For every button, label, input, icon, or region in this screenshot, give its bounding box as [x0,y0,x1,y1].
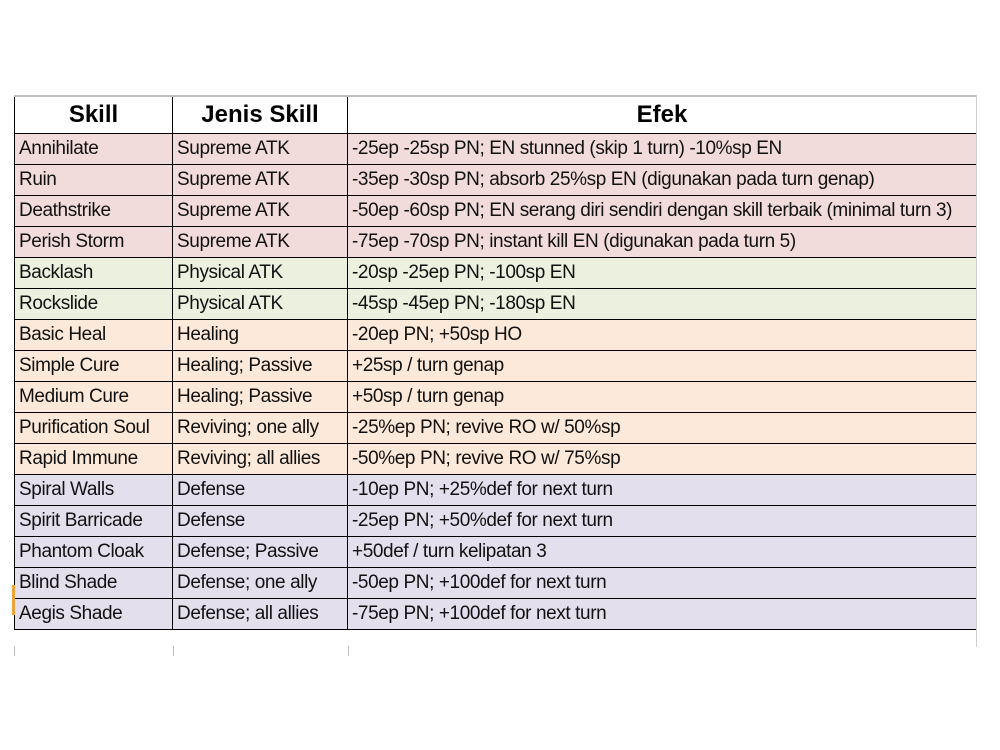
cell-efek[interactable]: -25ep PN; +50%def for next turn [348,506,977,537]
table-row [15,444,977,475]
empty-row-gridlines [14,646,976,656]
adjacent-empty-column [976,95,991,647]
cell-efek[interactable]: +25sp / turn genap [348,351,977,382]
cell-efek[interactable]: -50%ep PN; revive RO w/ 75%sp [348,444,977,475]
header-efek[interactable]: Efek [348,96,977,134]
cell-skill[interactable]: Backlash [15,258,173,289]
cell-jenis-skill[interactable]: Healing; Passive [173,382,348,413]
cell-skill[interactable]: Simple Cure [15,351,173,382]
cell-jenis-skill[interactable]: Defense; one ally [173,568,348,599]
table-row [15,506,977,537]
cell-jenis-skill[interactable]: Defense [173,506,348,537]
table-row [15,413,977,444]
cell-skill[interactable]: Spirit Barricade [15,506,173,537]
cell-efek[interactable]: +50def / turn kelipatan 3 [348,537,977,568]
cell-skill[interactable]: Medium Cure [15,382,173,413]
table-row [15,165,977,196]
cell-skill[interactable]: Aegis Shade [15,599,173,630]
cell-efek[interactable]: -50ep PN; +100def for next turn [348,568,977,599]
header-row [15,96,977,134]
cell-jenis-skill[interactable]: Supreme ATK [173,227,348,258]
cell-jenis-skill[interactable]: Physical ATK [173,258,348,289]
cell-efek[interactable]: +50sp / turn genap [348,382,977,413]
header-jenis-skill[interactable]: Jenis Skill [173,96,348,134]
cell-skill[interactable]: Rockslide [15,289,173,320]
cell-jenis-skill[interactable]: Defense; Passive [173,537,348,568]
cell-efek[interactable]: -75ep -70sp PN; instant kill EN (digunakan pada turn 5) [348,227,977,258]
cell-skill[interactable]: Purification Soul [15,413,173,444]
cell-jenis-skill[interactable]: Supreme ATK [173,165,348,196]
cell-skill[interactable]: Basic Heal [15,320,173,351]
table-row [15,351,977,382]
cell-skill[interactable]: Spiral Walls [15,475,173,506]
table-row [15,289,977,320]
cell-skill[interactable]: Blind Shade [15,568,173,599]
cell-skill[interactable]: Annihilate [15,134,173,165]
table-row [15,196,977,227]
table-row [15,537,977,568]
cell-jenis-skill[interactable]: Defense [173,475,348,506]
cell-efek[interactable]: -20ep PN; +50sp HO [348,320,977,351]
cell-skill[interactable]: Deathstrike [15,196,173,227]
cell-skill[interactable]: Perish Storm [15,227,173,258]
cell-jenis-skill[interactable]: Healing; Passive [173,351,348,382]
gridline [173,646,174,656]
cell-skill[interactable]: Ruin [15,165,173,196]
cell-skill[interactable]: Phantom Cloak [15,537,173,568]
cell-efek[interactable]: -25ep -25sp PN; EN stunned (skip 1 turn) -10%sp EN [348,134,977,165]
cell-efek[interactable]: -35ep -30sp PN; absorb 25%sp EN (digunakan pada turn genap) [348,165,977,196]
cell-efek[interactable]: -10ep PN; +25%def for next turn [348,475,977,506]
table-row [15,599,977,630]
table-row [15,258,977,289]
cell-efek[interactable]: -45sp -45ep PN; -180sp EN [348,289,977,320]
cell-efek[interactable]: -50ep -60sp PN; EN serang diri sendiri dengan skill terbaik (minimal turn 3) [348,196,977,227]
table-row [15,568,977,599]
table-body [15,134,977,630]
cell-jenis-skill[interactable]: Supreme ATK [173,134,348,165]
row-selection-marker [12,585,15,615]
table-row [15,320,977,351]
cell-jenis-skill[interactable]: Reviving; one ally [173,413,348,444]
table-row [15,382,977,413]
cell-skill[interactable]: Rapid Immune [15,444,173,475]
spreadsheet-region [14,95,990,657]
table-row [15,134,977,165]
cell-efek[interactable]: -25%ep PN; revive RO w/ 50%sp [348,413,977,444]
table-row [15,475,977,506]
cell-efek[interactable]: -20sp -25ep PN; -100sp EN [348,258,977,289]
gridline [348,646,349,656]
skill-table [14,95,977,630]
cell-jenis-skill[interactable]: Healing [173,320,348,351]
table-row [15,227,977,258]
cell-jenis-skill[interactable]: Reviving; all allies [173,444,348,475]
header-skill[interactable]: Skill [15,96,173,134]
cell-jenis-skill[interactable]: Defense; all allies [173,599,348,630]
cell-jenis-skill[interactable]: Supreme ATK [173,196,348,227]
cell-jenis-skill[interactable]: Physical ATK [173,289,348,320]
cell-efek[interactable]: -75ep PN; +100def for next turn [348,599,977,630]
